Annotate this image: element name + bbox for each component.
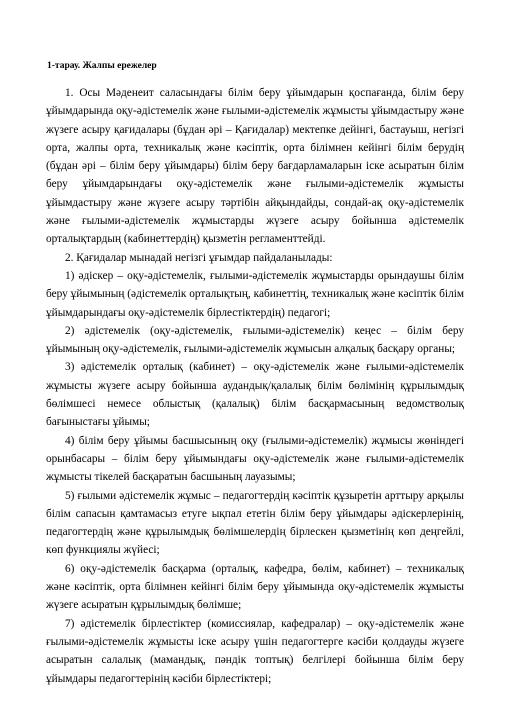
paragraph-definition-deputy-head: 4) білім беру ұйымы басшысының оқу (ғылыми-әдістемелік) жұмысы жөніндегі орынбасары – білім беру ұйымындағы оқу-әдістемелік және ғылыми-әдістемелік жұмысты тікелей басқаратын басшының лауазымы;: [46, 434, 464, 484]
paragraph-definition-scientific-methodical-work: 5) ғылыми әдістемелік жұмыс – педагогтердің кәсіптік құзыретін арттыру арқылы білім сапасын қамтамасыз етуге ықпал ететін білім беру ұйымдары әдіскерлерінің, педагогтердің және құрылымдық бөлімшелердің бірлескен қызметінің көп деңгейлі, көп функциялы жүйесі;: [46, 489, 464, 557]
paragraph-definition-methodical-council: 2) әдістемелік (оқу-әдістемелік, ғылыми-әдістемелік) кеңес – білім беру ұйымының оқу-әдістемелік, ғылыми-әдістемелік жұмысын алқалық басқару органы;: [46, 324, 464, 356]
paragraph-definition-methodical-department: 6) оқу-әдістемелік басқарма (орталық, кафедра, бөлім, кабинет) – техникалық және кәсіптік, орта білімнен кейінгі білім беру ұйымында оқу-әдістемелік жұмысты жүзеге асыратын құрылымдық бөлімше;: [46, 562, 464, 612]
paragraph-definition-methodical-associations: 7) әдістемелік бірлестіктер (комиссиялар, кафедралар) – оқу-әдістемелік және ғылыми-әдістемелік жұмысты іске асыру үшін педагогтерге кәсіби қолдауды жүзеге асыратын салалық (мамандық, пәндік топтық) белгілері бойынша білім беру ұйымдары педагогтерінің кәсіби бірлестіктері;: [46, 617, 464, 685]
document-body: [46, 84, 464, 688]
paragraph-general-provision-1: 1. Осы Мәденеит саласындағы білім беру ұйымдарын қоспағанда, білім беру ұйымдарында оқу-әдістемелік және ғылыми-әдістемелік жұмысты ұйымдастыру және жүзеге асыру қағидалары (бұдан әрі – Қағидалар) мектепке дейінгі, бастауыш, негізгі орта, жалпы орта, техникалық және кәсіптік, орта білімнен кейінгі білім берудің (бұдан әрі – білім беру ұйымдары) білім беру бағдарламаларын іске асыратын білім беру ұйымдарындағы оқу-әдістемелік және ғылыми-әдістемелік жұмысты ұйымдастыру және жүзеге асыру тәртібін айқындайды, сондай-ақ оқу-әдістемелік және ғылыми-әдістемелік жұмыстарды жүзеге асыру бойынша әдістемелік орталықтардың (кабинеттердің) қызметін регламенттейді.: [46, 87, 464, 246]
paragraph-definition-methodologist: 1) әдіскер – оқу-әдістемелік, ғылыми-әдістемелік жұмыстарды орындаушы білім беру ұйымының (әдістемелік орталықтың, кабинеттің, техникалық және кәсіптік білім ұйымдарындағы оқу-әдістемелік бірлестіктердің) педагогі;: [46, 269, 464, 319]
paragraph-concepts-intro: 2. Қағидалар мынадай негізгі ұғымдар пайдаланылады:: [65, 251, 333, 264]
section-heading: 1-тарау. Жалпы ережелер: [47, 61, 157, 71]
paragraph-definition-methodical-center: 3) әдістемелік орталық (кабинет) – оқу-әдістемелік және ғылыми-әдістемелік жұмысты жүзеге асыру бойынша аудандық/қалалық білім бөлімінің құрылымдық бөлімшесі немесе облыстық (қалалық) білім басқармасының ведомстволық бағыныстағы ұйымы;: [46, 361, 464, 429]
